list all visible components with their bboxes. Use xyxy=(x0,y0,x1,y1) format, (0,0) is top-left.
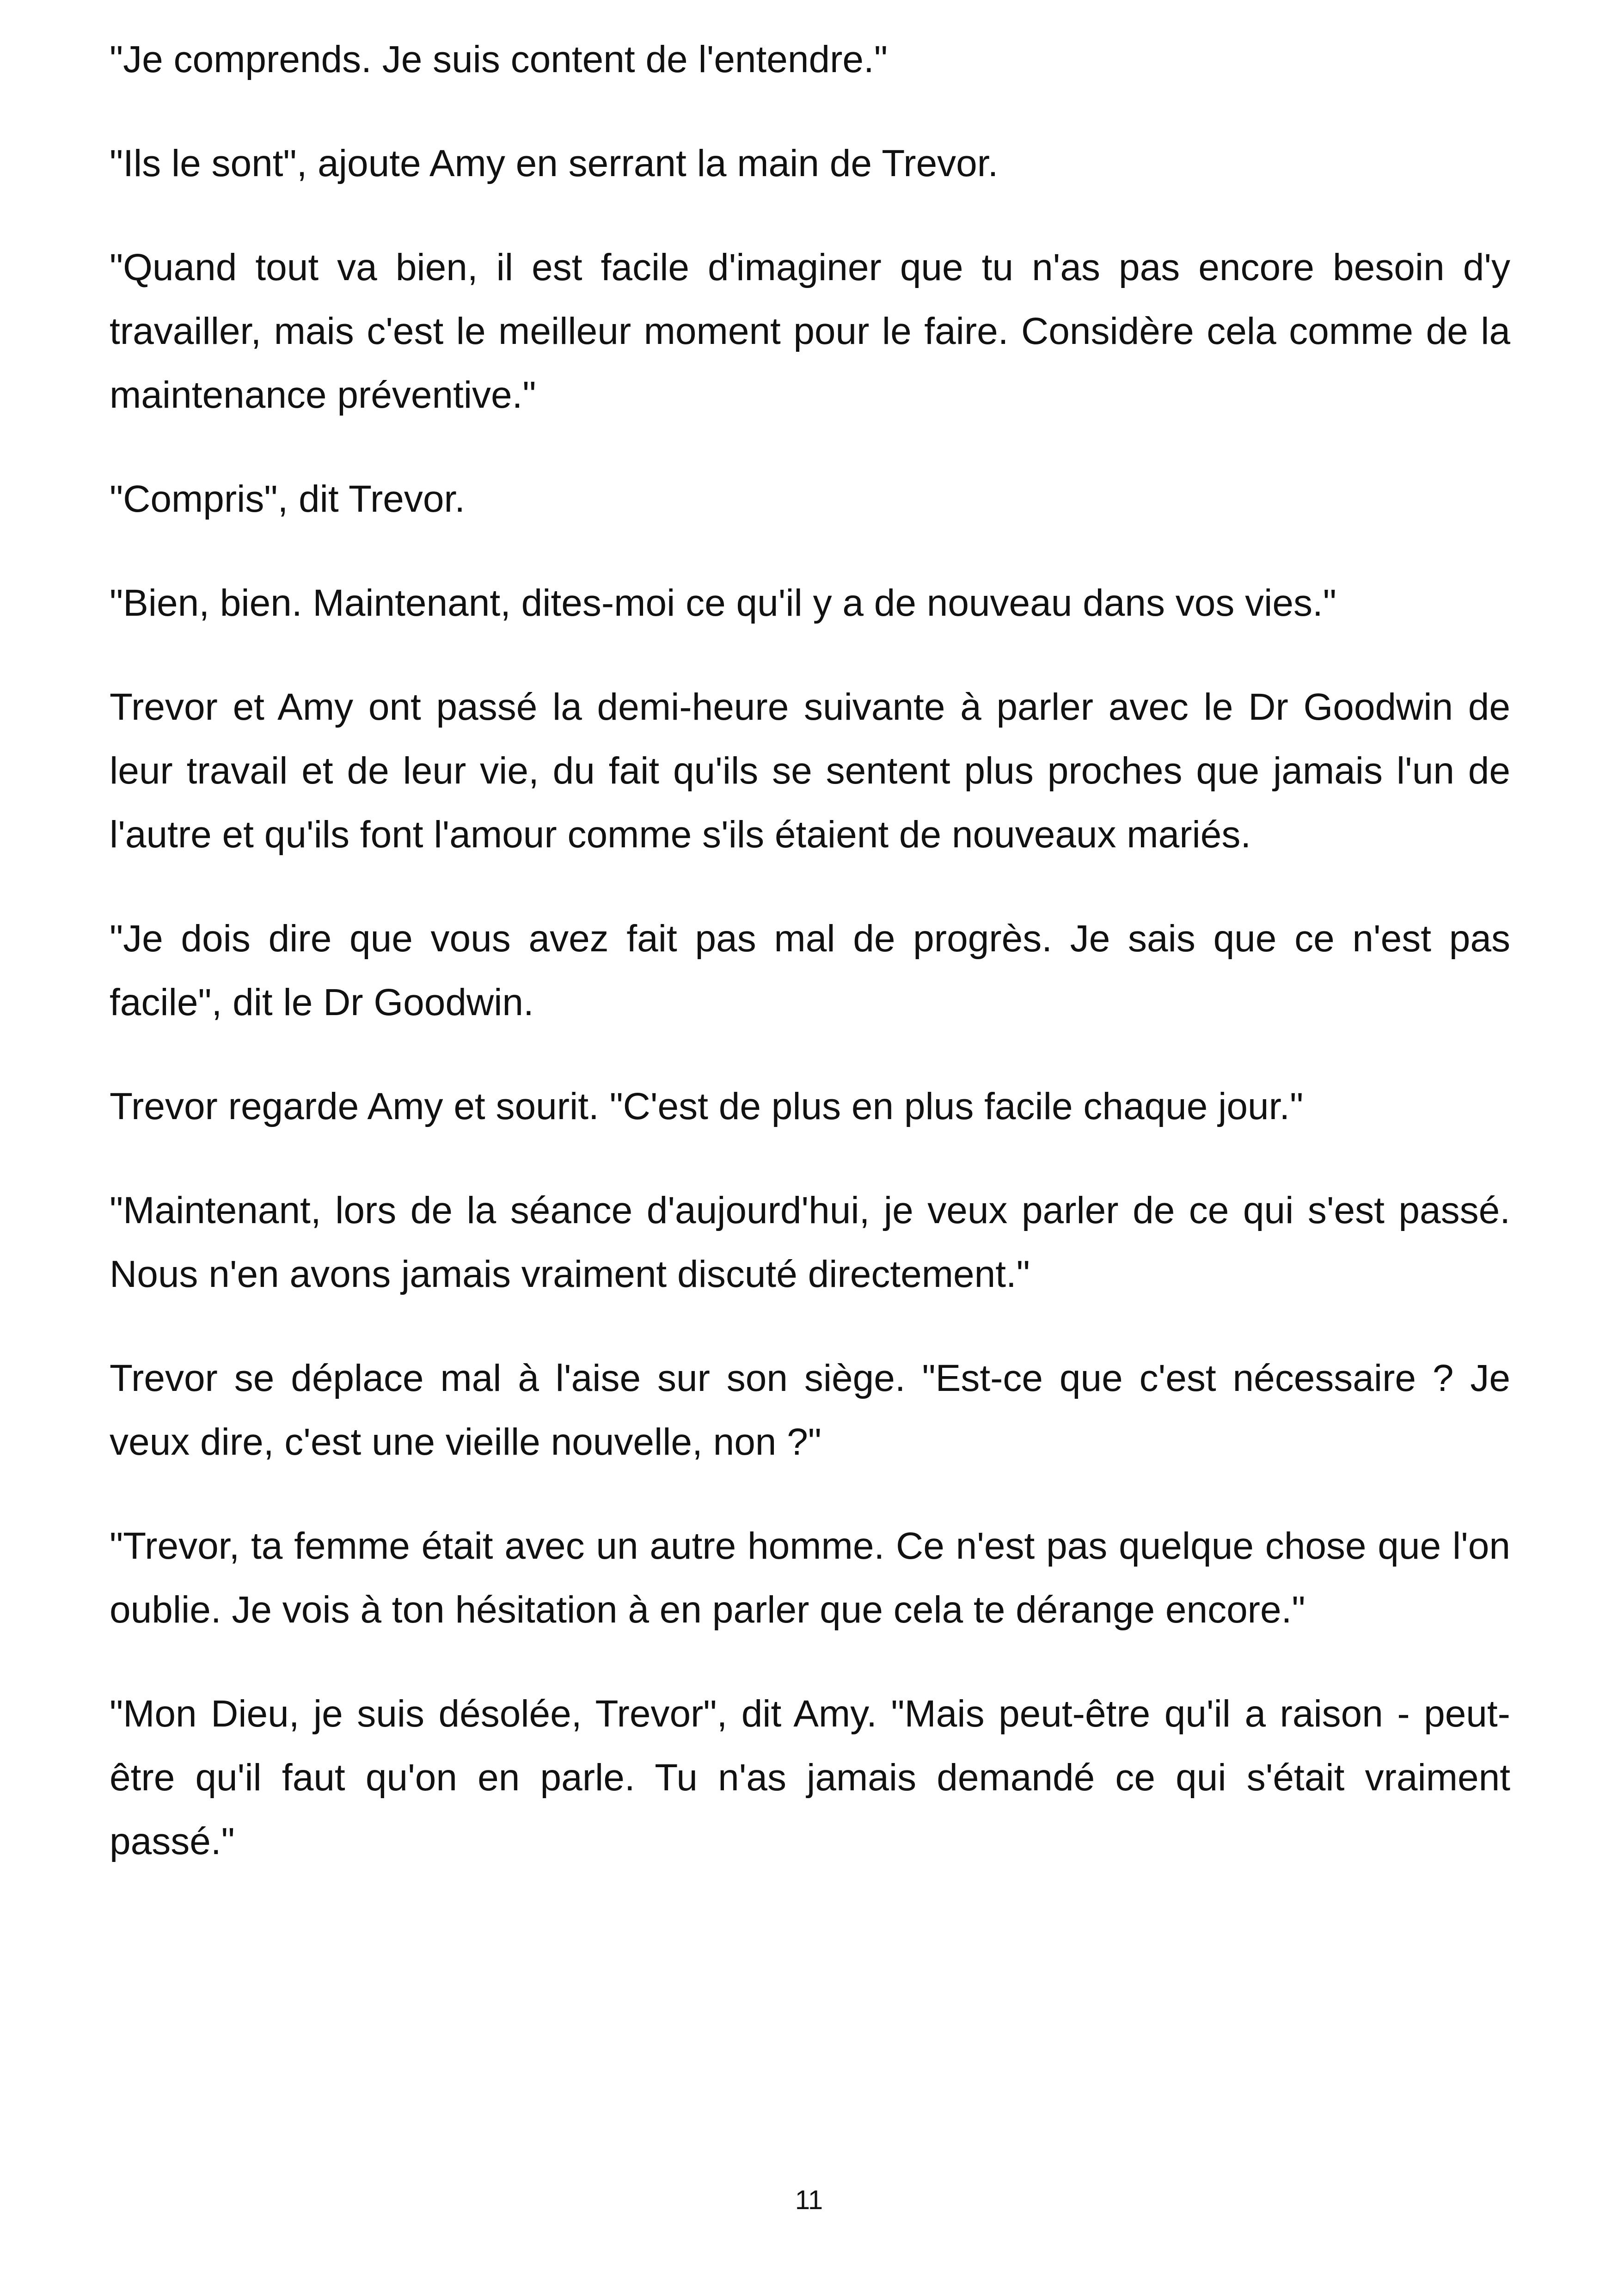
paragraph-4: "Compris", dit Trevor. xyxy=(110,478,466,520)
paragraph-11: "Trevor, ta femme était avec un autre homme. Ce n'est pas quelque chose que l'on oublie. Je vois à ton hésitation à en parler que cela te dérange encore." xyxy=(110,1525,1510,1631)
paragraph-10: Trevor se déplace mal à l'aise sur son siège. "Est-ce que c'est nécessaire ? Je veux dire, c'est une vieille nouvelle, non ?" xyxy=(110,1357,1510,1463)
paragraph-3: "Quand tout va bien, il est facile d'imaginer que tu n'as pas encore besoin d'y travailler, mais c'est le meilleur moment pour le faire. Considère cela comme de la maintenance préventive." xyxy=(110,246,1510,416)
paragraph-9: "Maintenant, lors de la séance d'aujourd'hui, je veux parler de ce qui s'est passé. Nous n'en avons jamais vraiment discuté directement." xyxy=(110,1189,1510,1295)
page-number: 11 xyxy=(795,2185,823,2215)
paragraph-7: "Je dois dire que vous avez fait pas mal de progrès. Je sais que ce n'est pas facile", dit le Dr Goodwin. xyxy=(110,918,1510,1023)
paragraph-8: Trevor regarde Amy et sourit. "C'est de plus en plus facile chaque jour." xyxy=(110,1085,1304,1127)
paragraph-1: "Je comprends. Je suis content de l'entendre." xyxy=(110,38,888,80)
paragraph-5: "Bien, bien. Maintenant, dites-moi ce qu'il y a de nouveau dans vos vies." xyxy=(110,582,1336,624)
body-text xyxy=(110,28,1510,1914)
paragraph-12: "Mon Dieu, je suis désolée, Trevor", dit Amy. "Mais peut-être qu'il a raison - peut-être qu'il faut qu'on en parle. Tu n'as jamais demandé ce qui s'était vraiment passé." xyxy=(110,1693,1510,1862)
paragraph-2: "Ils le sont", ajoute Amy en serrant la main de Trevor. xyxy=(110,142,999,184)
paragraph-6: Trevor et Amy ont passé la demi-heure suivante à parler avec le Dr Goodwin de leur travail et de leur vie, du fait qu'ils se sentent plus proches que jamais l'un de l'autre et qu'ils font l'amour comme s'ils étaient de nouveaux mariés. xyxy=(110,686,1510,856)
